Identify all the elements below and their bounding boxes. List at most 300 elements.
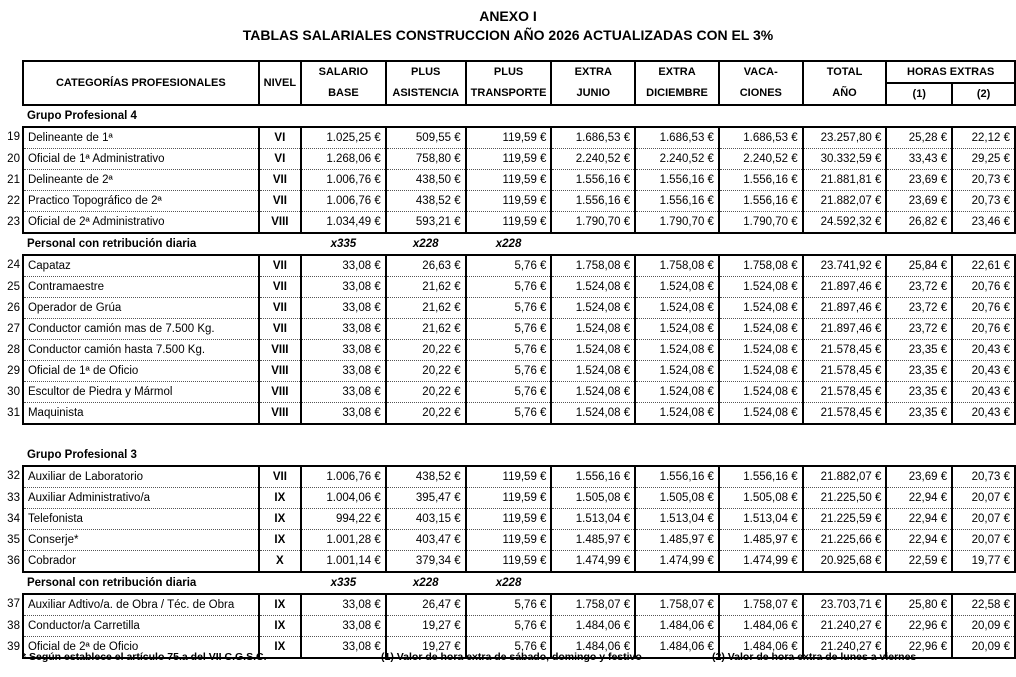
multiplier-salario: x335 [330, 576, 357, 589]
salario-base-cell: 1.006,76 € [301, 191, 386, 212]
horas-extra-1-cell: 22,94 € [886, 488, 952, 509]
horas-extra-1-cell: 26,82 € [886, 212, 952, 234]
plus-transporte-cell: 5,76 € [466, 594, 552, 616]
total-ano-cell: 21.578,45 € [803, 361, 887, 382]
daily-pay-label: Personal con retribución diaria [26, 237, 197, 250]
nivel-cell: VIII [259, 403, 301, 425]
extra-junio-cell: 1.524,08 € [551, 361, 635, 382]
total-ano-cell: 21.578,45 € [803, 340, 887, 361]
plus-asistencia-cell: 509,55 € [386, 127, 466, 149]
table-row [6, 616, 1015, 637]
horas-extra-1-cell: 23,72 € [886, 298, 952, 319]
salario-base-cell: 33,08 € [301, 340, 386, 361]
horas-extra-1-cell: 23,35 € [886, 403, 952, 425]
salario-base-cell: 33,08 € [301, 255, 386, 277]
categoria-cell: Contramaestre [23, 277, 259, 298]
categoria-cell: Oficial de 1ª Administrativo [23, 149, 259, 170]
footnote-horas-1: (1) Valor de hora extra de sábado, domingo y festivo [381, 651, 642, 663]
row-number: 34 [7, 512, 20, 525]
nivel-cell: VIII [259, 361, 301, 382]
horas-extra-2-cell: 20,73 € [952, 170, 1015, 191]
horas-extra-2-cell: 20,07 € [952, 488, 1015, 509]
horas-extra-1-cell: 25,28 € [886, 127, 952, 149]
extra-diciembre-cell: 1.474,99 € [635, 551, 719, 573]
multiplier-plus-transporte: x228 [495, 576, 522, 589]
vacaciones-cell: 1.524,08 € [719, 403, 803, 425]
nivel-cell: VII [259, 255, 301, 277]
table-row [6, 382, 1015, 403]
categoria-cell: Auxiliar Administrativo/a [23, 488, 259, 509]
plus-transporte-cell: 5,76 € [466, 616, 552, 637]
plus-transporte-cell: 5,76 € [466, 298, 552, 319]
row-number: 31 [7, 406, 20, 419]
header-nivel: NIVEL [259, 61, 301, 105]
row-number: 28 [7, 343, 20, 356]
salario-base-cell: 33,08 € [301, 361, 386, 382]
row-number: 37 [7, 598, 20, 611]
plus-asistencia-cell: 438,50 € [386, 170, 466, 191]
row-number: 32 [7, 470, 20, 483]
row-number: 22 [7, 194, 20, 207]
horas-extra-1-cell: 23,35 € [886, 361, 952, 382]
categoria-cell: Oficial de 2ª de Oficio [23, 637, 259, 659]
extra-junio-cell: 1.524,08 € [551, 277, 635, 298]
extra-diciembre-cell: 1.524,08 € [635, 298, 719, 319]
horas-extra-1-cell: 23,69 € [886, 191, 952, 212]
multiplier-plus-asistencia: x228 [412, 576, 439, 589]
nivel-cell: VII [259, 170, 301, 191]
vacaciones-cell: 1.505,08 € [719, 488, 803, 509]
header-plus-asis-2: ASISTENCIA [386, 83, 466, 105]
plus-asistencia-cell: 21,62 € [386, 298, 466, 319]
table-row [6, 191, 1015, 212]
multiplier-salario: x335 [330, 237, 357, 250]
document-subtitle: TABLAS SALARIALES CONSTRUCCION AÑO 2026 ACTUALIZADAS CON EL 3% [242, 27, 774, 43]
extra-junio-cell: 1.505,08 € [551, 488, 635, 509]
header-extra-dic-1: EXTRA [635, 61, 719, 83]
table-row [6, 509, 1015, 530]
table-row [6, 149, 1015, 170]
salario-base-cell: 33,08 € [301, 298, 386, 319]
plus-transporte-cell: 5,76 € [466, 340, 552, 361]
multiplier-plus-transporte: x228 [495, 237, 522, 250]
table-row [6, 488, 1015, 509]
categoria-cell: Conserje* [23, 530, 259, 551]
extra-diciembre-cell: 2.240,52 € [635, 149, 719, 170]
daily-pay-label: Personal con retribución diaria [26, 576, 197, 589]
nivel-cell: VIII [259, 212, 301, 234]
horas-extra-2-cell: 20,07 € [952, 509, 1015, 530]
extra-diciembre-cell: 1.513,04 € [635, 509, 719, 530]
horas-extra-2-cell: 20,43 € [952, 382, 1015, 403]
vacaciones-cell: 1.556,16 € [719, 170, 803, 191]
header-plus-trans-1: PLUS [466, 61, 552, 83]
salario-base-cell: 1.268,06 € [301, 149, 386, 170]
extra-junio-cell: 1.686,53 € [551, 127, 635, 149]
horas-extra-1-cell: 33,43 € [886, 149, 952, 170]
plus-transporte-cell: 119,59 € [466, 530, 552, 551]
salary-table [6, 60, 1016, 659]
table-row [6, 277, 1015, 298]
extra-diciembre-cell: 1.790,70 € [635, 212, 719, 234]
horas-extra-1-cell: 23,35 € [886, 340, 952, 361]
row-number: 36 [7, 554, 20, 567]
extra-junio-cell: 1.485,97 € [551, 530, 635, 551]
row-number: 29 [7, 364, 20, 377]
extra-diciembre-cell: 1.524,08 € [635, 319, 719, 340]
extra-diciembre-cell: 1.556,16 € [635, 170, 719, 191]
group-label: Grupo Profesional 4 [26, 109, 137, 122]
header-total-1: TOTAL [803, 61, 887, 83]
header-vac-1: VACA- [719, 61, 803, 83]
extra-junio-cell: 1.484,06 € [551, 637, 635, 659]
plus-asistencia-cell: 758,80 € [386, 149, 466, 170]
extra-junio-cell: 1.524,08 € [551, 382, 635, 403]
table-row [6, 361, 1015, 382]
salario-base-cell: 33,08 € [301, 382, 386, 403]
row-number: 27 [7, 322, 20, 335]
header-categoria: CATEGORÍAS PROFESIONALES [23, 61, 259, 105]
salario-base-cell: 1.006,76 € [301, 466, 386, 488]
nivel-cell: VII [259, 191, 301, 212]
daily-pay-row [6, 572, 1015, 594]
table-row [6, 319, 1015, 340]
nivel-cell: VII [259, 298, 301, 319]
nivel-cell: IX [259, 488, 301, 509]
header-salario-2: BASE [301, 83, 386, 105]
categoria-cell: Telefonista [23, 509, 259, 530]
extra-junio-cell: 1.790,70 € [551, 212, 635, 234]
total-ano-cell: 23.257,80 € [803, 127, 887, 149]
row-number: 20 [7, 152, 20, 165]
total-ano-cell: 23.741,92 € [803, 255, 887, 277]
horas-extra-1-cell: 22,96 € [886, 616, 952, 637]
plus-transporte-cell: 119,59 € [466, 191, 552, 212]
extra-diciembre-cell: 1.524,08 € [635, 277, 719, 298]
plus-asistencia-cell: 21,62 € [386, 319, 466, 340]
categoria-cell: Maquinista [23, 403, 259, 425]
group-header-row [6, 445, 1015, 466]
vacaciones-cell: 1.524,08 € [719, 277, 803, 298]
horas-extra-2-cell: 29,25 € [952, 149, 1015, 170]
row-number: 26 [7, 301, 20, 314]
nivel-cell: VII [259, 319, 301, 340]
multiplier-plus-asistencia: x228 [412, 237, 439, 250]
nivel-cell: VI [259, 149, 301, 170]
horas-extra-2-cell: 20,43 € [952, 361, 1015, 382]
horas-extra-1-cell: 23,69 € [886, 466, 952, 488]
vacaciones-cell: 1.758,08 € [719, 255, 803, 277]
horas-extra-2-cell: 23,46 € [952, 212, 1015, 234]
extra-junio-cell: 1.758,08 € [551, 255, 635, 277]
header-plus-trans-2: TRANSPORTE [466, 83, 552, 105]
footnote-horas-2: (2) Valor de hora extra de lunes a viernes [712, 651, 917, 663]
salario-base-cell: 1.001,14 € [301, 551, 386, 573]
plus-asistencia-cell: 26,47 € [386, 594, 466, 616]
plus-asistencia-cell: 21,62 € [386, 277, 466, 298]
header-horas-2: (2) [952, 83, 1015, 105]
table-row [6, 594, 1015, 616]
horas-extra-2-cell: 22,12 € [952, 127, 1015, 149]
total-ano-cell: 21.881,81 € [803, 170, 887, 191]
extra-junio-cell: 1.524,08 € [551, 403, 635, 425]
extra-diciembre-cell: 1.524,08 € [635, 403, 719, 425]
total-ano-cell: 21.225,59 € [803, 509, 887, 530]
extra-junio-cell: 1.524,08 € [551, 298, 635, 319]
nivel-cell: VIII [259, 340, 301, 361]
horas-extra-2-cell: 20,07 € [952, 530, 1015, 551]
vacaciones-cell: 1.556,16 € [719, 466, 803, 488]
table-row [6, 551, 1015, 573]
vacaciones-cell: 1.758,07 € [719, 594, 803, 616]
horas-extra-1-cell: 25,80 € [886, 594, 952, 616]
extra-diciembre-cell: 1.758,07 € [635, 594, 719, 616]
categoria-cell: Conductor camión mas de 7.500 Kg. [23, 319, 259, 340]
extra-diciembre-cell: 1.524,08 € [635, 361, 719, 382]
horas-extra-2-cell: 22,58 € [952, 594, 1015, 616]
extra-diciembre-cell: 1.758,08 € [635, 255, 719, 277]
plus-transporte-cell: 5,76 € [466, 255, 552, 277]
table-row [6, 340, 1015, 361]
plus-asistencia-cell: 403,15 € [386, 509, 466, 530]
categoria-cell: Oficial de 1ª de Oficio [23, 361, 259, 382]
extra-junio-cell: 1.556,16 € [551, 466, 635, 488]
document-title: ANEXO I [479, 8, 537, 24]
horas-extra-2-cell: 20,73 € [952, 466, 1015, 488]
vacaciones-cell: 1.524,08 € [719, 382, 803, 403]
horas-extra-2-cell: 20,76 € [952, 277, 1015, 298]
nivel-cell: IX [259, 637, 301, 659]
group-label: Grupo Profesional 3 [26, 448, 137, 461]
horas-extra-2-cell: 20,73 € [952, 191, 1015, 212]
header-vac-2: CIONES [719, 83, 803, 105]
group-header-row [6, 105, 1015, 127]
horas-extra-1-cell: 22,94 € [886, 530, 952, 551]
horas-extra-1-cell: 23,69 € [886, 170, 952, 191]
extra-junio-cell: 1.556,16 € [551, 191, 635, 212]
horas-extra-1-cell: 25,84 € [886, 255, 952, 277]
plus-transporte-cell: 119,59 € [466, 212, 552, 234]
categoria-cell: Conductor/a Carretilla [23, 616, 259, 637]
table-row [6, 403, 1015, 425]
extra-diciembre-cell: 1.484,06 € [635, 616, 719, 637]
salario-base-cell: 1.025,25 € [301, 127, 386, 149]
categoria-cell: Auxiliar Adtivo/a. de Obra / Téc. de Obra [23, 594, 259, 616]
vacaciones-cell: 1.485,97 € [719, 530, 803, 551]
categoria-cell: Escultor de Piedra y Mármol [23, 382, 259, 403]
horas-extra-1-cell: 23,72 € [886, 319, 952, 340]
extra-diciembre-cell: 1.484,06 € [635, 637, 719, 659]
plus-transporte-cell: 5,76 € [466, 319, 552, 340]
plus-transporte-cell: 5,76 € [466, 637, 552, 659]
vacaciones-cell: 1.524,08 € [719, 361, 803, 382]
extra-diciembre-cell: 1.485,97 € [635, 530, 719, 551]
salario-base-cell: 1.004,06 € [301, 488, 386, 509]
total-ano-cell: 21.897,46 € [803, 277, 887, 298]
nivel-cell: IX [259, 509, 301, 530]
table-row [6, 170, 1015, 191]
extra-junio-cell: 1.513,04 € [551, 509, 635, 530]
salario-base-cell: 33,08 € [301, 277, 386, 298]
vacaciones-cell: 1.790,70 € [719, 212, 803, 234]
extra-diciembre-cell: 1.686,53 € [635, 127, 719, 149]
extra-diciembre-cell: 1.505,08 € [635, 488, 719, 509]
extra-junio-cell: 2.240,52 € [551, 149, 635, 170]
row-number: 35 [7, 533, 20, 546]
categoria-cell: Practico Topográfico de 2ª [23, 191, 259, 212]
salario-base-cell: 33,08 € [301, 616, 386, 637]
plus-asistencia-cell: 593,21 € [386, 212, 466, 234]
vacaciones-cell: 1.556,16 € [719, 191, 803, 212]
salario-base-cell: 1.006,76 € [301, 170, 386, 191]
categoria-cell: Conductor camión hasta 7.500 Kg. [23, 340, 259, 361]
plus-asistencia-cell: 19,27 € [386, 637, 466, 659]
vacaciones-cell: 1.524,08 € [719, 319, 803, 340]
plus-transporte-cell: 5,76 € [466, 361, 552, 382]
extra-junio-cell: 1.524,08 € [551, 319, 635, 340]
plus-asistencia-cell: 20,22 € [386, 361, 466, 382]
extra-junio-cell: 1.758,07 € [551, 594, 635, 616]
salario-base-cell: 33,08 € [301, 594, 386, 616]
categoria-cell: Delineante de 1ª [23, 127, 259, 149]
row-number: 30 [7, 385, 20, 398]
horas-extra-2-cell: 20,76 € [952, 319, 1015, 340]
vacaciones-cell: 1.513,04 € [719, 509, 803, 530]
horas-extra-1-cell: 23,72 € [886, 277, 952, 298]
total-ano-cell: 20.925,68 € [803, 551, 887, 573]
salario-base-cell: 1.001,28 € [301, 530, 386, 551]
horas-extra-2-cell: 20,76 € [952, 298, 1015, 319]
horas-extra-2-cell: 20,43 € [952, 340, 1015, 361]
total-ano-cell: 21.882,07 € [803, 466, 887, 488]
plus-transporte-cell: 5,76 € [466, 382, 552, 403]
row-number: 21 [7, 173, 20, 186]
total-ano-cell: 21.578,45 € [803, 382, 887, 403]
nivel-cell: VII [259, 466, 301, 488]
horas-extra-2-cell: 22,61 € [952, 255, 1015, 277]
salario-base-cell: 1.034,49 € [301, 212, 386, 234]
categoria-cell: Oficial de 2ª Administrativo [23, 212, 259, 234]
horas-extra-1-cell: 22,96 € [886, 637, 952, 659]
plus-asistencia-cell: 395,47 € [386, 488, 466, 509]
categoria-cell: Capataz [23, 255, 259, 277]
total-ano-cell: 21.897,46 € [803, 319, 887, 340]
extra-diciembre-cell: 1.524,08 € [635, 382, 719, 403]
vacaciones-cell: 1.484,06 € [719, 616, 803, 637]
total-ano-cell: 23.703,71 € [803, 594, 887, 616]
spacer-row [6, 424, 1015, 445]
plus-transporte-cell: 119,59 € [466, 127, 552, 149]
nivel-cell: IX [259, 616, 301, 637]
plus-transporte-cell: 119,59 € [466, 509, 552, 530]
plus-asistencia-cell: 403,47 € [386, 530, 466, 551]
row-number: 19 [7, 131, 20, 144]
plus-transporte-cell: 119,59 € [466, 149, 552, 170]
horas-extra-2-cell: 20,09 € [952, 637, 1015, 659]
table-row [6, 127, 1015, 149]
plus-transporte-cell: 119,59 € [466, 466, 552, 488]
row-number: 33 [7, 491, 20, 504]
nivel-cell: VI [259, 127, 301, 149]
nivel-cell: IX [259, 594, 301, 616]
total-ano-cell: 21.882,07 € [803, 191, 887, 212]
plus-transporte-cell: 119,59 € [466, 170, 552, 191]
horas-extra-2-cell: 20,09 € [952, 616, 1015, 637]
extra-diciembre-cell: 1.556,16 € [635, 466, 719, 488]
header-plus-asis-1: PLUS [386, 61, 466, 83]
salario-base-cell: 33,08 € [301, 637, 386, 659]
categoria-cell: Auxiliar de Laboratorio [23, 466, 259, 488]
header-row-1 [6, 61, 1015, 83]
table-row [6, 255, 1015, 277]
header-horas-extras: HORAS EXTRAS [886, 61, 1015, 83]
extra-junio-cell: 1.556,16 € [551, 170, 635, 191]
horas-extra-2-cell: 20,43 € [952, 403, 1015, 425]
total-ano-cell: 21.240,27 € [803, 637, 887, 659]
footnote-conserje: * Según establece el artículo 75.a del VII C.G.S.C. [22, 651, 267, 663]
plus-asistencia-cell: 438,52 € [386, 466, 466, 488]
header-horas-1: (1) [886, 83, 952, 105]
vacaciones-cell: 1.524,08 € [719, 298, 803, 319]
row-number: 39 [7, 640, 20, 653]
vacaciones-cell: 1.524,08 € [719, 340, 803, 361]
plus-asistencia-cell: 20,22 € [386, 340, 466, 361]
categoria-cell: Operador de Grúa [23, 298, 259, 319]
salario-base-cell: 33,08 € [301, 319, 386, 340]
table-row [6, 466, 1015, 488]
horas-extra-1-cell: 22,59 € [886, 551, 952, 573]
extra-junio-cell: 1.484,06 € [551, 616, 635, 637]
row-number: 23 [7, 215, 20, 228]
nivel-cell: X [259, 551, 301, 573]
plus-asistencia-cell: 438,52 € [386, 191, 466, 212]
nivel-cell: VIII [259, 382, 301, 403]
plus-transporte-cell: 119,59 € [466, 488, 552, 509]
total-ano-cell: 21.897,46 € [803, 298, 887, 319]
row-number: 38 [7, 619, 20, 632]
plus-asistencia-cell: 19,27 € [386, 616, 466, 637]
total-ano-cell: 24.592,32 € [803, 212, 887, 234]
vacaciones-cell: 1.484,06 € [719, 637, 803, 659]
header-extra-junio-2: JUNIO [551, 83, 635, 105]
extra-junio-cell: 1.474,99 € [551, 551, 635, 573]
header-total-2: AÑO [803, 83, 887, 105]
plus-asistencia-cell: 379,34 € [386, 551, 466, 573]
categoria-cell: Delineante de 2ª [23, 170, 259, 191]
plus-asistencia-cell: 20,22 € [386, 382, 466, 403]
horas-extra-2-cell: 19,77 € [952, 551, 1015, 573]
plus-asistencia-cell: 26,63 € [386, 255, 466, 277]
nivel-cell: VII [259, 277, 301, 298]
salario-base-cell: 994,22 € [301, 509, 386, 530]
extra-diciembre-cell: 1.524,08 € [635, 340, 719, 361]
vacaciones-cell: 1.686,53 € [719, 127, 803, 149]
total-ano-cell: 30.332,59 € [803, 149, 887, 170]
total-ano-cell: 21.578,45 € [803, 403, 887, 425]
row-number: 24 [7, 259, 20, 272]
total-ano-cell: 21.225,66 € [803, 530, 887, 551]
vacaciones-cell: 2.240,52 € [719, 149, 803, 170]
horas-extra-1-cell: 23,35 € [886, 382, 952, 403]
plus-transporte-cell: 119,59 € [466, 551, 552, 573]
vacaciones-cell: 1.474,99 € [719, 551, 803, 573]
plus-transporte-cell: 5,76 € [466, 277, 552, 298]
total-ano-cell: 21.225,50 € [803, 488, 887, 509]
horas-extra-1-cell: 22,94 € [886, 509, 952, 530]
daily-pay-row [6, 233, 1015, 255]
categoria-cell: Cobrador [23, 551, 259, 573]
table-body [6, 105, 1015, 658]
